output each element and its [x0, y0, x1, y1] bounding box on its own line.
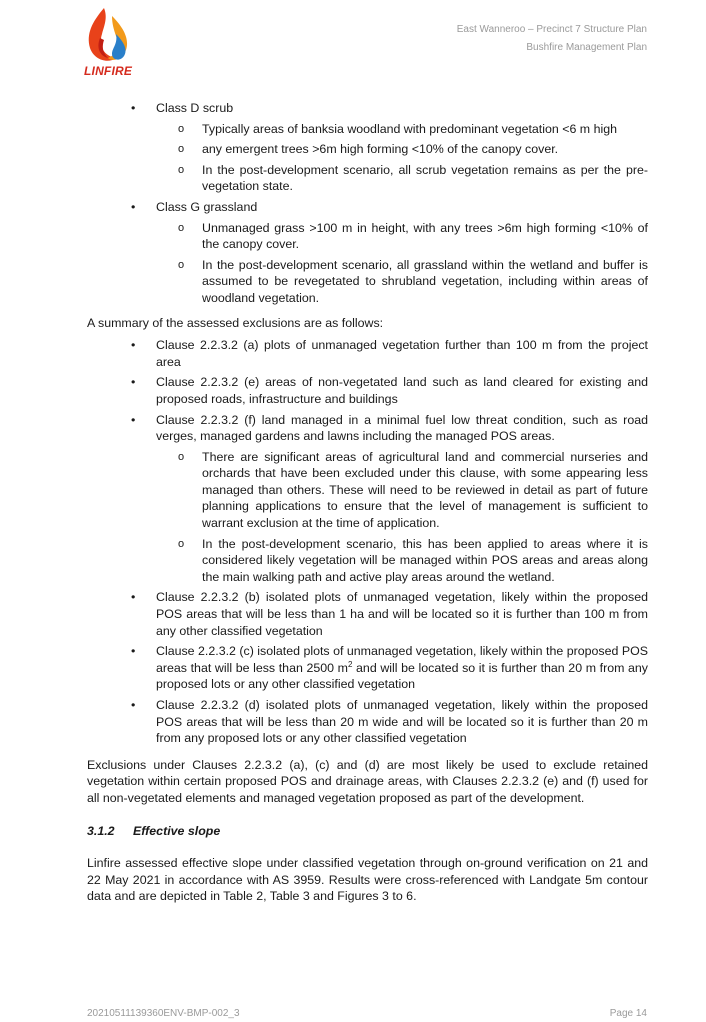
class-d-sub-2: o any emergent trees >6m high forming <10% of the canopy cover.	[87, 141, 648, 158]
page-body	[87, 100, 648, 905]
class-g-sub-2: o In the post-development scenario, all grassland within the wetland and buffer is assumed to be revegetated to shrubland vegetation, including within areas of woodland vegetation.	[87, 257, 648, 307]
exclusion-c-superscript: 2	[347, 659, 353, 669]
exclusion-c-text-end: and will be located so it is further than 20 m from any proposed lots or any other classified vegetation	[156, 660, 648, 692]
exclusions-paragraph: Exclusions under Clauses 2.2.3.2 (a), (c) and (d) are most likely be used to exclude retained vegetation within certain proposed POS and drainage areas, with Clauses 2.2.3.2 (e) and (f) used for all non-vegetated elements and managed vegetation proposed as part of the development.	[87, 757, 648, 805]
exclusion-f: • Clause 2.2.3.2 (f) land managed in a minimal fuel low threat condition, such as road verges, managed gardens and lawns including the managed POS areas.	[87, 412, 648, 445]
section-title: Effective slope	[133, 823, 221, 838]
exclusion-c-text: Clause 2.2.3.2 (c) isolated plots of unmanaged vegetation, likely within the proposed POS areas that will be less than 2500 m	[156, 644, 648, 675]
summary-intro: A summary of the assessed exclusions are as follows:	[87, 315, 384, 330]
exclusion-f-sub-1: o There are significant areas of agricultural land and commercial nurseries and orchards that have been excluded under this clause, with some appearing less managed than others. These will need to be reviewed in detail as part of future planning applications to ensure that the level of management is sufficient to warrant exclusion at the time of application.	[87, 449, 648, 532]
class-d-sub-3: o In the post-development scenario, all scrub vegetation remains as per the pre-vegetation state.	[87, 162, 648, 195]
header-project-title: East Wanneroo – Precinct 7 Structure Plan	[456, 24, 647, 35]
class-g-item: • Class G grassland	[87, 199, 648, 216]
exclusion-b: • Clause 2.2.3.2 (b) isolated plots of unmanaged vegetation, likely within the proposed POS areas that will be less than 1 ha and will be located so it is further than 100 m from any other classified vegetation	[87, 589, 648, 639]
exclusion-c	[87, 643, 648, 693]
exclusion-f-sub-2: o In the post-development scenario, this has been applied to areas where it is considered likely vegetation will be managed within POS areas and areas along the main walking path and active play areas around the wetland.	[87, 536, 648, 586]
class-d-item: • Class D scrub	[87, 100, 648, 117]
exclusion-a: • Clause 2.2.3.2 (a) plots of unmanaged vegetation further than 100 m from the project area	[87, 337, 648, 370]
slope-paragraph: Linfire assessed effective slope under classified vegetation through on-ground verification on 21 and 22 May 2021 in accordance with AS 3959. Results were cross-referenced with Landgate 5m contour data and are depicted in Table 2, Table 3 and Figures 3 to 6.	[87, 856, 648, 904]
class-g-sub-1: o Unmanaged grass >100 m in height, with any trees >6m high forming <10% of the canopy cover.	[87, 220, 648, 253]
footer-document-id: 20210511139360ENV-BMP-002_3	[87, 1008, 240, 1019]
exclusion-e: • Clause 2.2.3.2 (e) areas of non-vegetated land such as land cleared for existing and proposed roads, infrastructure and buildings	[87, 374, 648, 407]
footer-page-number: Page 14	[609, 1008, 647, 1019]
section-number: 3.1.2	[87, 823, 115, 838]
header-document-title: Bushfire Management Plan	[526, 42, 647, 53]
section-heading	[87, 823, 648, 840]
page-header	[457, 21, 647, 57]
logo-wordmark: LINFIRE	[84, 64, 133, 78]
exclusion-d: • Clause 2.2.3.2 (d) isolated plots of unmanaged vegetation, likely within the proposed POS areas that will be less than 20 m wide and will be located so it is further than 20 m from any proposed lots or any other classified vegetation	[87, 697, 648, 747]
class-d-sub-1: o Typically areas of banksia woodland with predominant vegetation <6 m high	[87, 121, 648, 138]
